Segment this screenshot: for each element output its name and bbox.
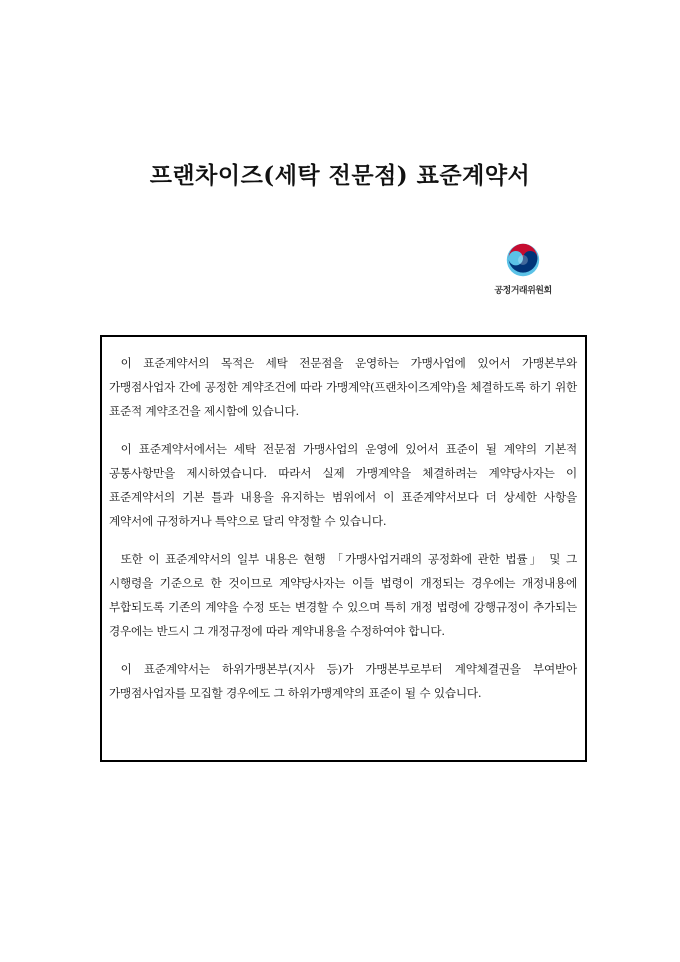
notice-paragraph-law-amendment: 또한 이 표준계약서의 일부 내용은 현행 「가맹사업거래의 공정화에 관한 법률」 및 그 시행령을 기준으로 한 것이므로 계약당사자는 이들 법령이 개정되는 경우에는 개정내용에 부합되도록 기존의 계약을 수정 또는 변경할 수 있으며 특히 개정 법령에 강행규정이 추가되는 경우에는 반드시 그 개정규정에 따라 계약내용을 수정하여야 합니다. (109, 552, 577, 638)
document-title: 프랜차이즈(세탁 전문점) 표준계약서 (149, 162, 531, 189)
notice-paragraph-purpose: 이 표준계약서의 목적은 세탁 전문점을 운영하는 가맹사업에 있어서 가맹본부와 가맹점사업자 간에 공정한 계약조건에 따라 가맹계약(프랜차이즈계약)을 체결하도록 하기 위한 표준적 계약조건을 제시함에 있습니다. (109, 356, 577, 418)
notice-paragraph-sub-franchise: 이 표준계약서는 하위가맹본부(지사 등)가 가맹본부로부터 계약체결권을 부여받아 가맹점사업자를 모집할 경우에도 그 하위가맹계약의 표준이 될 수 있습니다. (109, 662, 577, 700)
notice-paragraph-scope: 이 표준계약서에서는 세탁 전문점 가맹사업의 운영에 있어서 표준이 될 계약의 기본적 공통사항만을 제시하였습니다. 따라서 실제 가맹계약을 체결하려는 계약당사자는 이 표준계약서의 기본 틀과 내용을 유지하는 범위에서 이 표준계약서보다 더 상세한 사항을 계약서에 규정하거나 특약으로 달리 약정할 수 있습니다. (109, 442, 577, 528)
logo-text: 공정거래위원회 (494, 286, 552, 296)
taegeuk-emblem-icon (505, 242, 541, 278)
notice-box (100, 335, 587, 762)
ftc-logo (490, 242, 556, 302)
